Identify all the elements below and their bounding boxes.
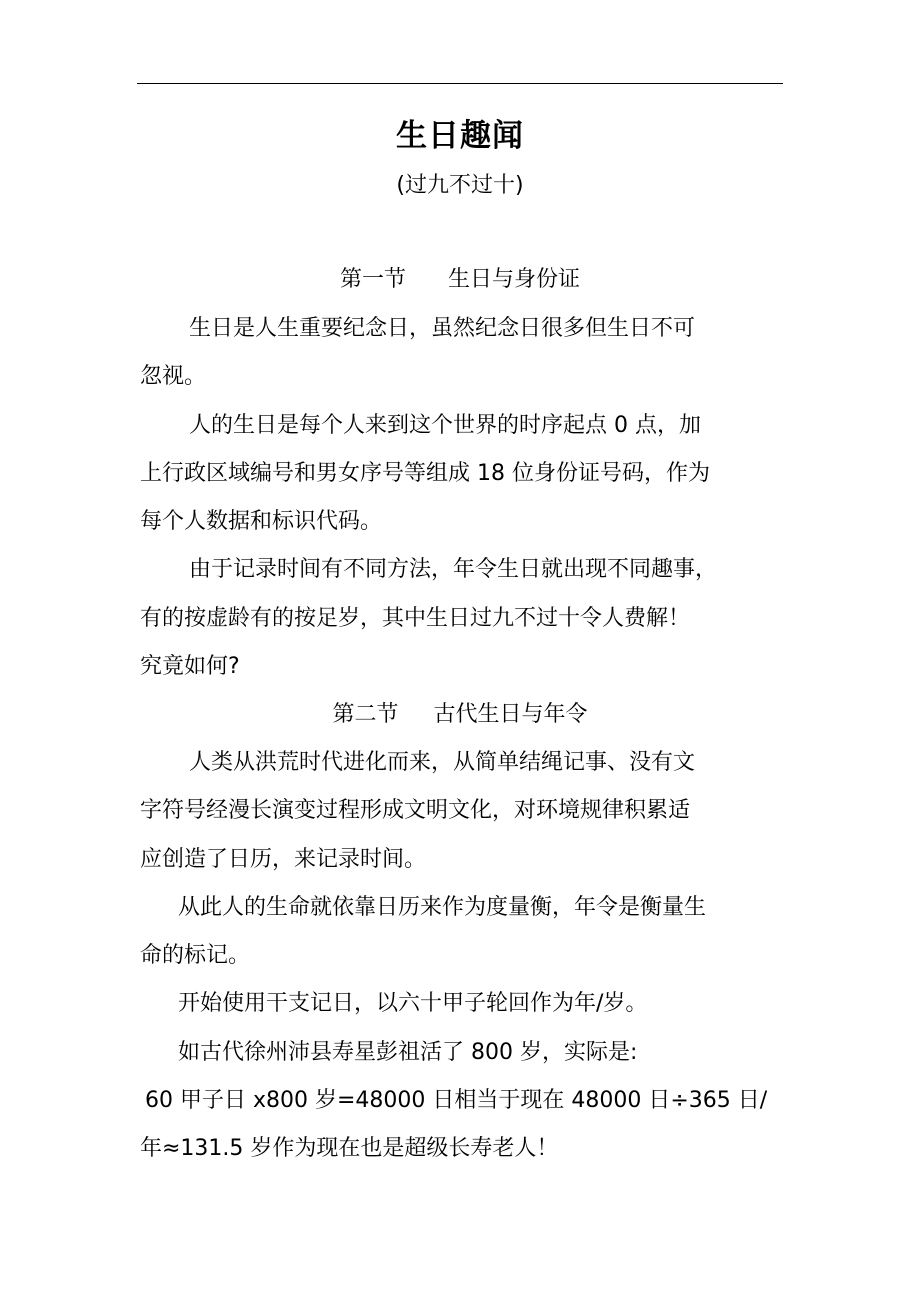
paragraph-line: 如古代徐州沛县寿星彭祖活了 800 岁，实际是:: [178, 1040, 638, 1065]
paragraph-line: 每个人数据和标识代码。: [140, 509, 383, 534]
document-title: 生日趣闻: [396, 118, 524, 154]
paragraph-line: 人的生日是每个人来到这个世界的时序起点 0 点，加: [189, 413, 701, 438]
paragraph-line: 有的按虚龄有的按足岁，其中生日过九不过十令人费解！: [140, 606, 691, 631]
header-rule: [137, 83, 783, 84]
paragraph-line: 命的标记。: [140, 943, 251, 968]
paragraph-line: 从此人的生命就依靠日历来作为度量衡，年令是衡量生: [178, 895, 707, 920]
paragraph-line: 应创造了日历，来记录时间。: [140, 847, 427, 872]
paragraph-line: 字符号经漫长演变过程形成文明文化，对环境规律积累适: [140, 798, 691, 823]
paragraph-line: 开始使用干支记日，以六十甲子轮回作为年/岁。: [178, 991, 648, 1016]
document-subtitle: (过九不过十): [396, 173, 524, 198]
paragraph-line: 60 甲子日 x800 岁=48000 日相当于现在 48000 日÷365 日/: [145, 1088, 768, 1113]
paragraph-line: 由于记录时间有不同方法，年令生日就出现不同趣事，: [189, 557, 718, 582]
section-2-heading: 第二节 古代生日与年令: [332, 702, 588, 727]
paragraph-line: 上行政区域编号和男女序号等组成 18 位身份证号码，作为: [140, 461, 710, 486]
paragraph-line: 忽视。: [140, 364, 207, 389]
section-1-heading: 第一节 生日与身份证: [340, 267, 580, 292]
paragraph-line: 究竟如何?: [140, 654, 240, 679]
paragraph-line: 年≈131.5 岁作为现在也是超级长寿老人！: [140, 1136, 559, 1161]
paragraph-line: 生日是人生重要纪念日，虽然纪念日很多但生日不可: [189, 316, 696, 341]
paragraph-line: 人类从洪荒时代进化而来，从简单结绳记事、没有文: [189, 750, 696, 775]
